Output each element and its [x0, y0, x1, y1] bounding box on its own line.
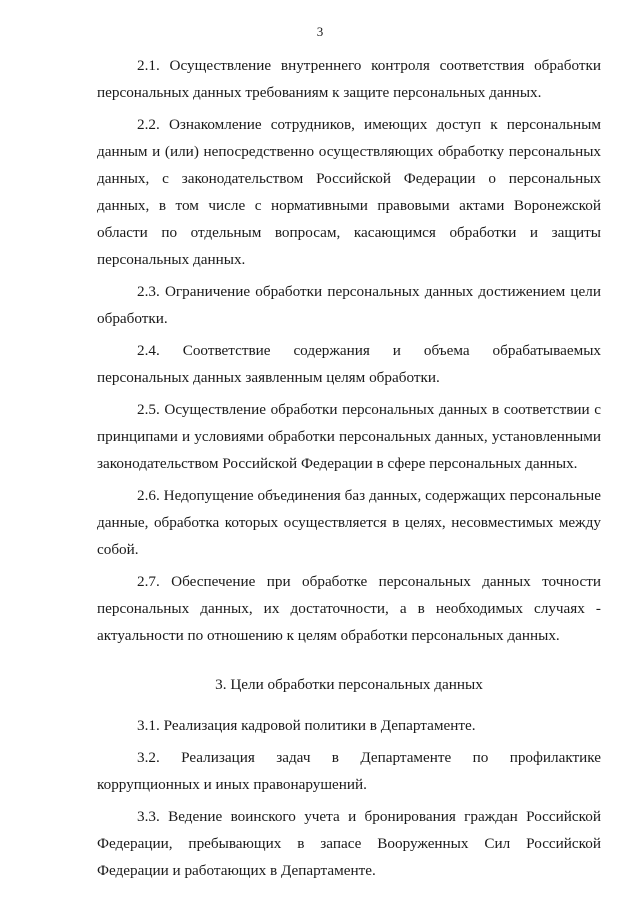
paragraph-2-1: 2.1. Осуществление внутреннего контроля соответствия обработки персональных данных требованиям к защите персональных данных. — [97, 57, 601, 101]
document-body — [97, 52, 601, 889]
page-number: 3 — [316, 24, 324, 39]
paragraph-2-7: 2.7. Обеспечение при обработке персональных данных точности персональных данных, их достаточности, а в необходимых случаях - актуальности по отношению к целям обработки персональных данных. — [97, 573, 601, 644]
paragraph-2-6: 2.6. Недопущение объединения баз данных, содержащих персональные данные, обработка которых осуществляется в целях, несовместимых между собой. — [97, 487, 601, 558]
paragraph-2-4: 2.4. Соответствие содержания и объема обрабатываемых персональных данных заявленным целям обработки. — [97, 342, 601, 386]
paragraph-3-3: 3.3. Ведение воинского учета и бронирования граждан Российской Федерации, пребывающих в запасе Вооруженных Сил Российской Федерации и работающих в Департаменте. — [97, 808, 601, 879]
paragraph-3-2: 3.2. Реализация задач в Департаменте по профилактике коррупционных и иных правонарушений. — [97, 749, 601, 793]
paragraph-2-2: 2.2. Ознакомление сотрудников, имеющих доступ к персональным данным и (или) непосредственно осуществляющих обработку персональных данных, с законодательством Российской Федерации о персональных данных, в том числе с нормативными правовыми актами Воронежской области по отдельным вопросам, касающимся обработки и защиты персональных данных. — [97, 116, 601, 268]
paragraph-3-1: 3.1. Реализация кадровой политики в Департаменте. — [137, 717, 476, 734]
section-3-heading: 3. Цели обработки персональных данных — [215, 676, 483, 693]
paragraph-2-3: 2.3. Ограничение обработки персональных данных достижением цели обработки. — [97, 283, 601, 327]
paragraph-2-5: 2.5. Осуществление обработки персональных данных в соответствии с принципами и условиями обработки персональных данных, установленными законодательством Российской Федерации в сфере персональных данных. — [97, 401, 601, 472]
